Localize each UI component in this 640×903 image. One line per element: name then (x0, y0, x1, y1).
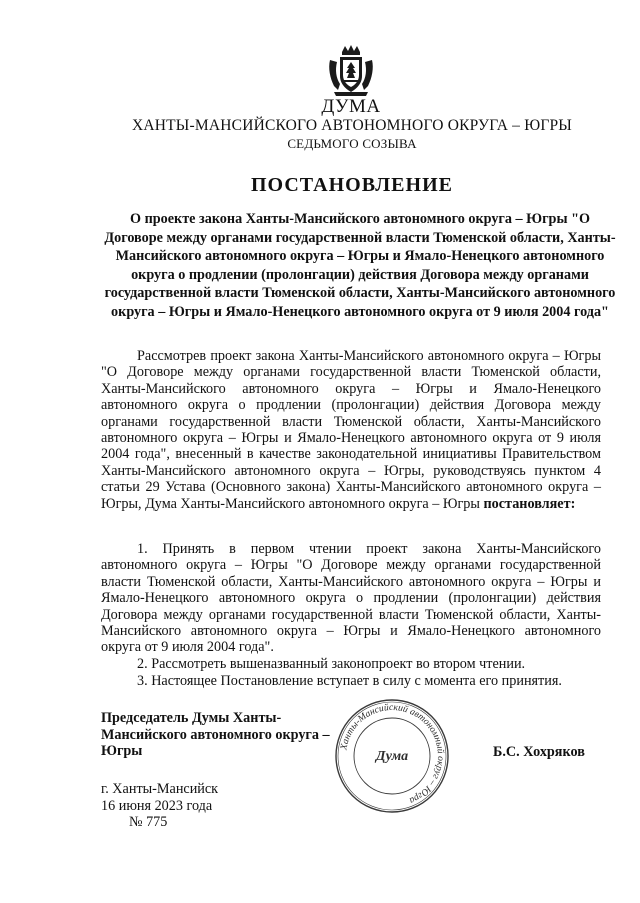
date: 16 июня 2023 года (101, 797, 213, 814)
document-type: ПОСТАНОВЛЕНИЕ (251, 174, 453, 196)
signer-name: Б.С. Хохряков (493, 744, 585, 760)
convocation: СЕДЬМОГО СОЗЫВА (287, 136, 417, 151)
signer-position: Председатель Думы Ханты-Мансийского автономного округа – Югры (101, 710, 330, 760)
document-number: № 775 (129, 814, 168, 831)
intro-text: Рассмотрев проект закона Ханты-Мансийского автономного округа – Югры "О Договоре между органами государственной власти Тюменской области, Ханты-Мансийского автономного округа – Югры и Ямало-Ненецкого автономного округа о продлении (пролонгации) действия Договора между органами государственной власти Тюменской области, Ханты-Мансийского автономного округа – Югры и Ямало-Ненецкого автономного округа от 9 июля 2004 года", внесенный в качестве законодательной инициативы Правительством Ханты-Мансийского автономного округа – Югры, руководствуясь пунктом 4 статьи 29 Устава (Основного закона) Ханты-Мансийского автономного округа – Югры, Дума Ханты-Мансийского автономного округа – Югры (101, 348, 601, 512)
place: г. Ханты-Мансийск (101, 781, 219, 797)
seal-center-text: Дума (375, 749, 409, 764)
organization-name: ДУМА (321, 96, 381, 117)
place-date-block (101, 781, 301, 831)
resolution-item-3: 3. Настоящее Постановление вступает в силу с момента его принятия. (137, 673, 562, 689)
coat-of-arms-icon (326, 44, 376, 98)
resolution-item-1: 1. Принять в первом чтении проект закона Ханты-Мансийского автономного округа – Югры "О Договоре между органами государственной власти Тюменской области, Ханты-Мансийского автономного округа – Югры и Ямало-Ненецкого автономного округа о продлении (пролонгации) действия Договора между органами государственной власти Тюменской области, Ханты-Мансийского автономного округа – Югры и Ямало-Ненецкого автономного округа от 9 июля 2004 года". (101, 541, 601, 656)
intro-paragraph (101, 348, 601, 512)
official-seal (333, 697, 451, 815)
resolves-keyword: постановляет: (483, 495, 576, 512)
seal-ring-text: Ханты-Мансийский автономный округ – Югра (338, 701, 447, 807)
document-subject: О проекте закона Ханты-Мансийского автономного округа – Югры "О Договоре между органами государственной власти Тюменской области, Ханты-Мансийского автономного округа – Югры и Ямало-Ненецкого автономного округа о продлении (пролонгации) действия Договора между органами государственной власти Тюменской области, Ханты-Мансийского автономного округа – Югры и Ямало-Ненецкого автономного округа от 9 июля 2004 года" (104, 211, 616, 320)
resolution-item-2: 2. Рассмотреть вышеназванный законопроект во втором чтении. (137, 656, 526, 672)
region-name: ХАНТЫ-МАНСИЙСКОГО АВТОНОМНОГО ОКРУГА – ЮГРЫ (131, 117, 573, 134)
